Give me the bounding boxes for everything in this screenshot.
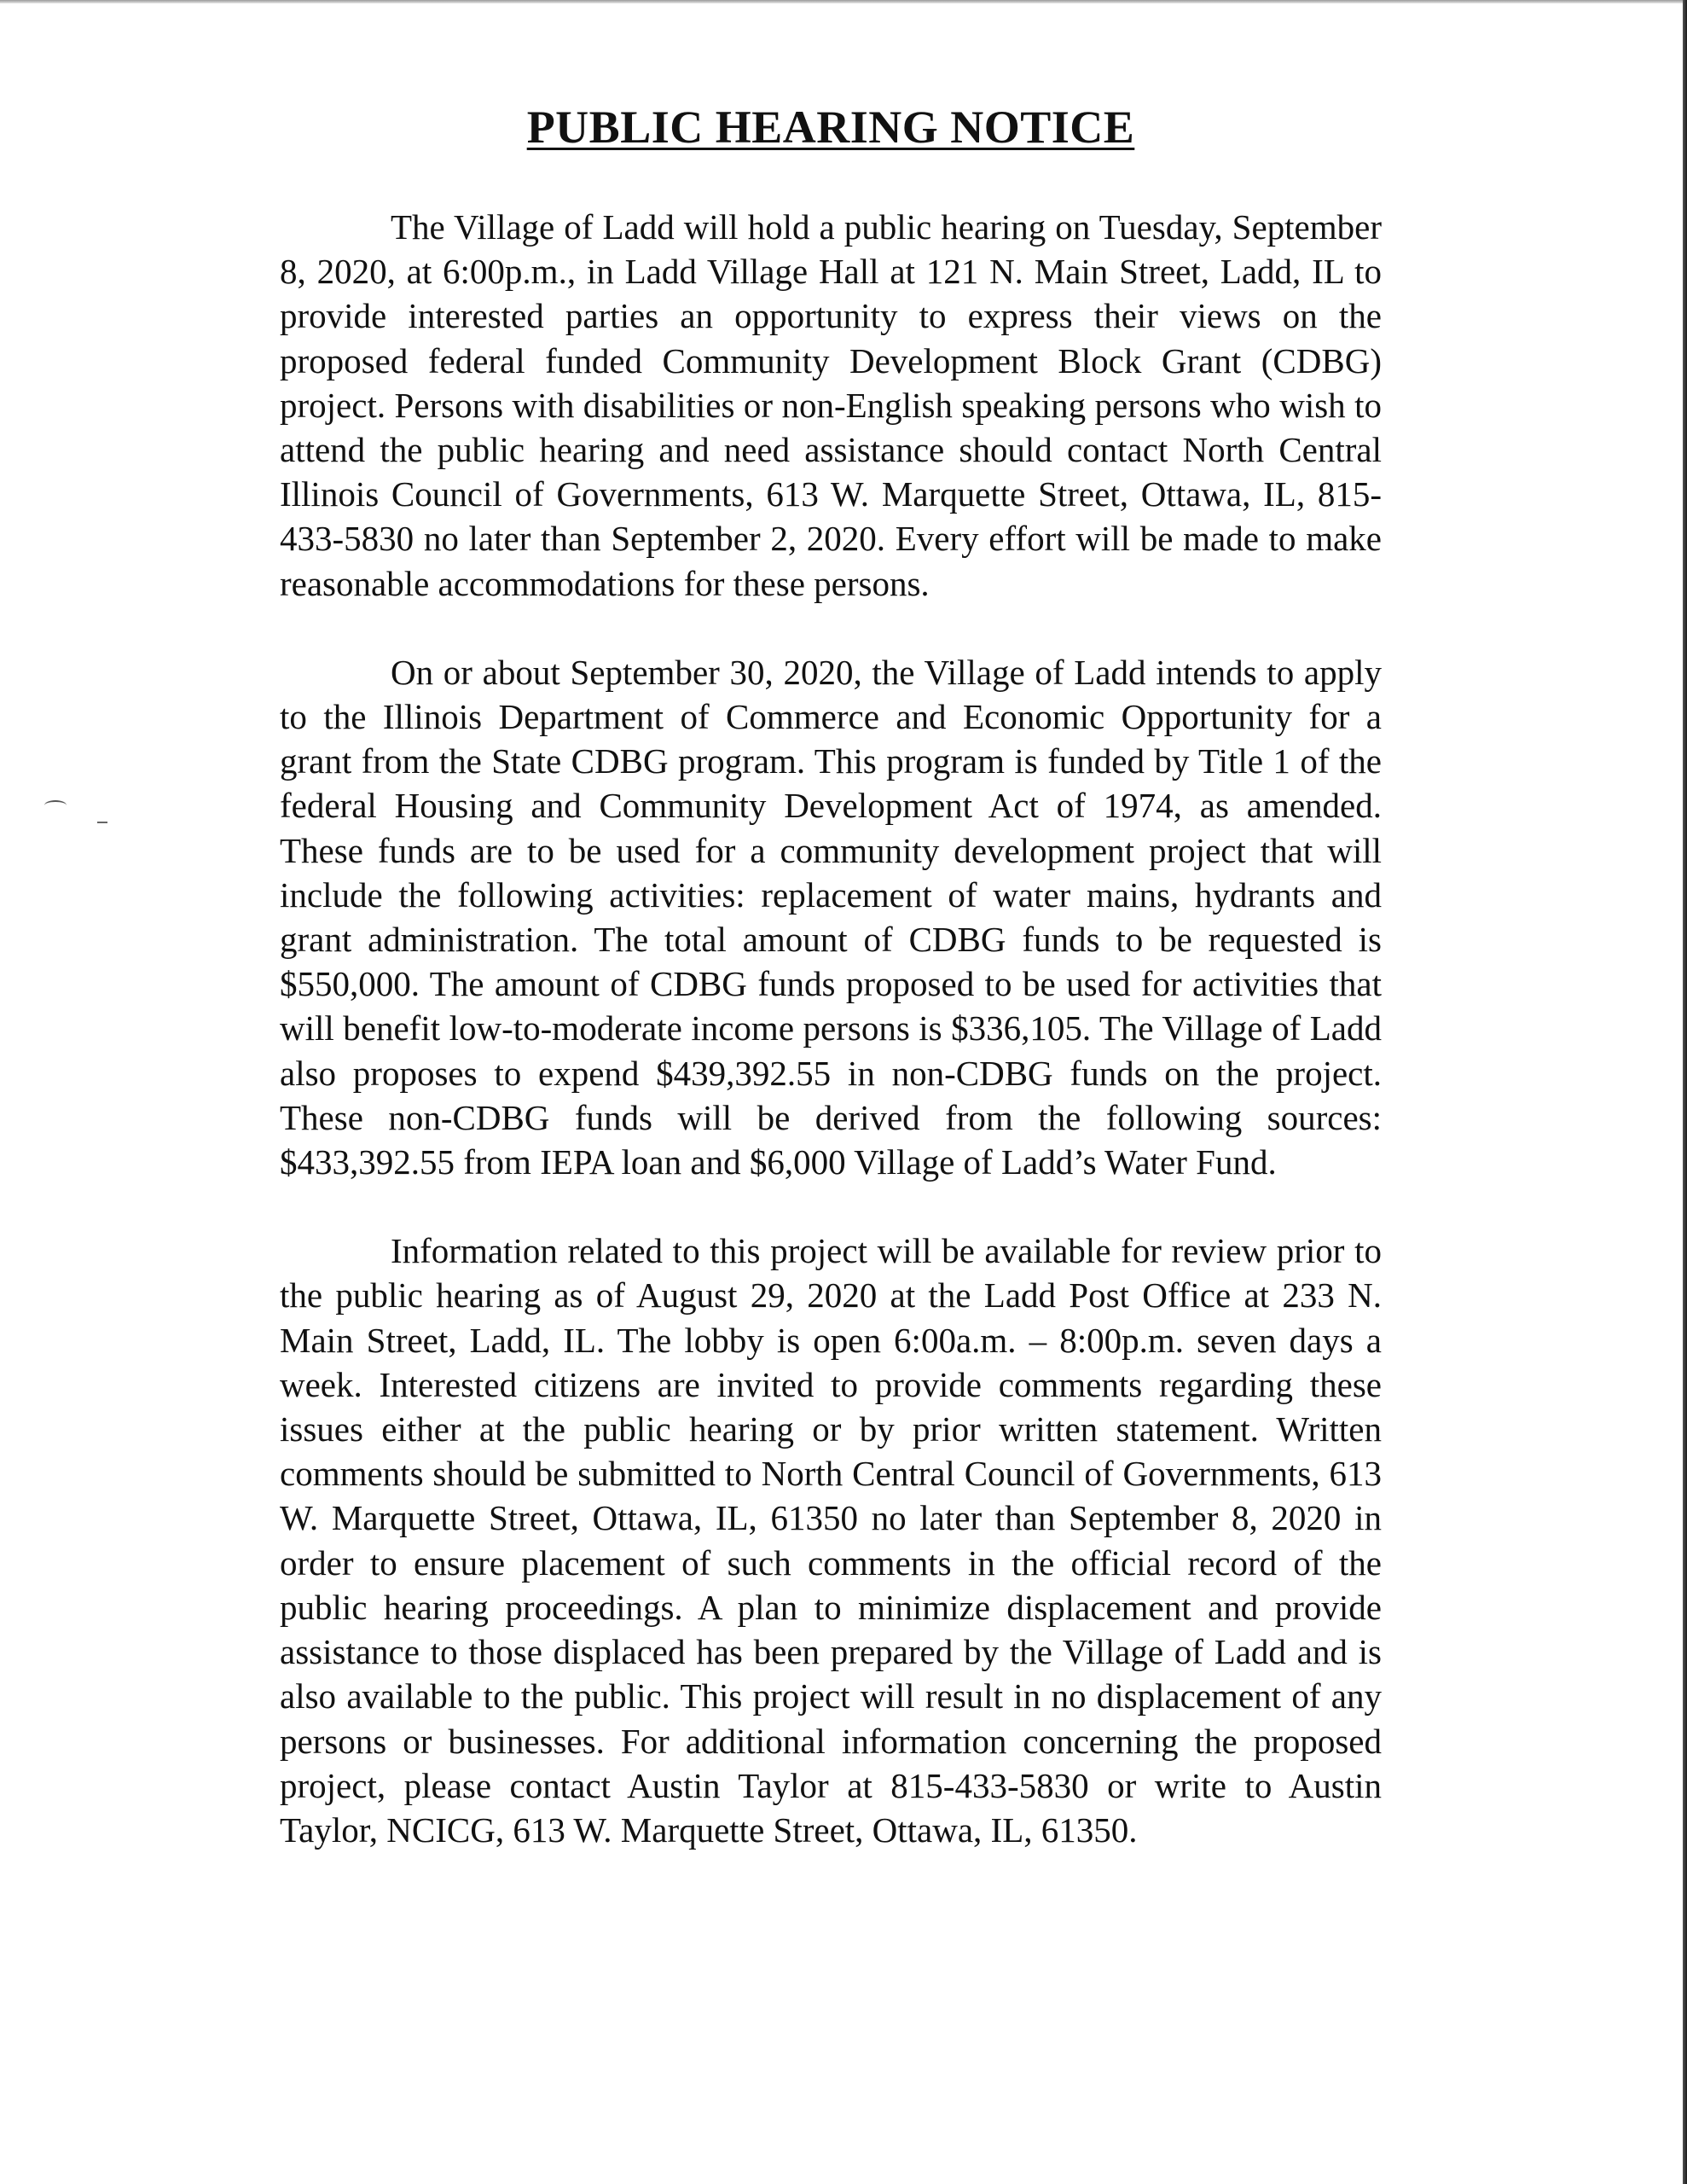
notice-body <box>280 101 1382 1896</box>
scan-top-edge <box>0 0 1687 3</box>
notice-paragraph-information: Information related to this project will be available for review prior to the public hearing as of August 29, 2020 at the Ladd Post Office at 233 N. Main Street, Ladd, IL. The lobby is open 6:00a.m. – 8:00p.m. seven days a week. Interested citizens are invited to provide comments regarding these issues either at the public hearing or by prior written statement. Written comments should be submitted to North Central Council of Governments, 613 W. Marquette Street, Ottawa, IL, 61350 no later than September 8, 2020 in order to ensure placement of such comments in the official record of the public hearing proceedings. A plan to minimize displacement and provide assistance to those displaced has been prepared by the Village of Ladd and is also available to the public. This project will result in no displacement of any persons or businesses. For additional information concerning the proposed project, please contact Austin Taylor at 815-433-5830 or write to Austin Taylor, NCICG, 613 W. Marquette Street, Ottawa, IL, 61350. <box>280 1231 1382 1850</box>
notice-paragraph-hearing: The Village of Ladd will hold a public hearing on Tuesday, September 8, 2020, at 6:00p.m., in Ladd Village Hall at 121 N. Main Street, Ladd, IL to provide interested parties an opportunity to express their views on the proposed federal funded Community Development Block Grant (CDBG) project. Persons with disabilities or non-English speaking persons who wish to attend the public hearing and need assistance should contact North Central Illinois Council of Governments, 613 W. Marquette Street, Ottawa, IL, 815-433-5830 no later than September 2, 2020. Every effort will be made to make reasonable accommodations for these persons. <box>280 207 1382 603</box>
notice-title: PUBLIC HEARING NOTICE <box>526 102 1135 153</box>
scan-right-edge <box>1683 0 1687 2184</box>
scan-artifact-mark <box>97 822 107 823</box>
notice-paragraph-funding: On or about September 30, 2020, the Village of Ladd intends to apply to the Illinois Department of Commerce and Economic Opportunity for a grant from the State CDBG program. This program is funded by Title 1 of the federal Housing and Community Development Act of 1974, as amended. These funds are to be used for a community development project that will include the following activities: replacement of water mains, hydrants and grant administration. The total amount of CDBG funds to be requested is $550,000. The amount of CDBG funds proposed to be used for activities that will benefit low-to-moderate income persons is $336,105. The Village of Ladd also proposes to expend $439,392.55 in non-CDBG funds on the project. These non-CDBG funds will be derived from the following sources: $433,392.55 from IEPA loan and $6,000 Village of Ladd’s Water Fund. <box>280 652 1382 1182</box>
scan-artifact-mark <box>44 800 67 810</box>
